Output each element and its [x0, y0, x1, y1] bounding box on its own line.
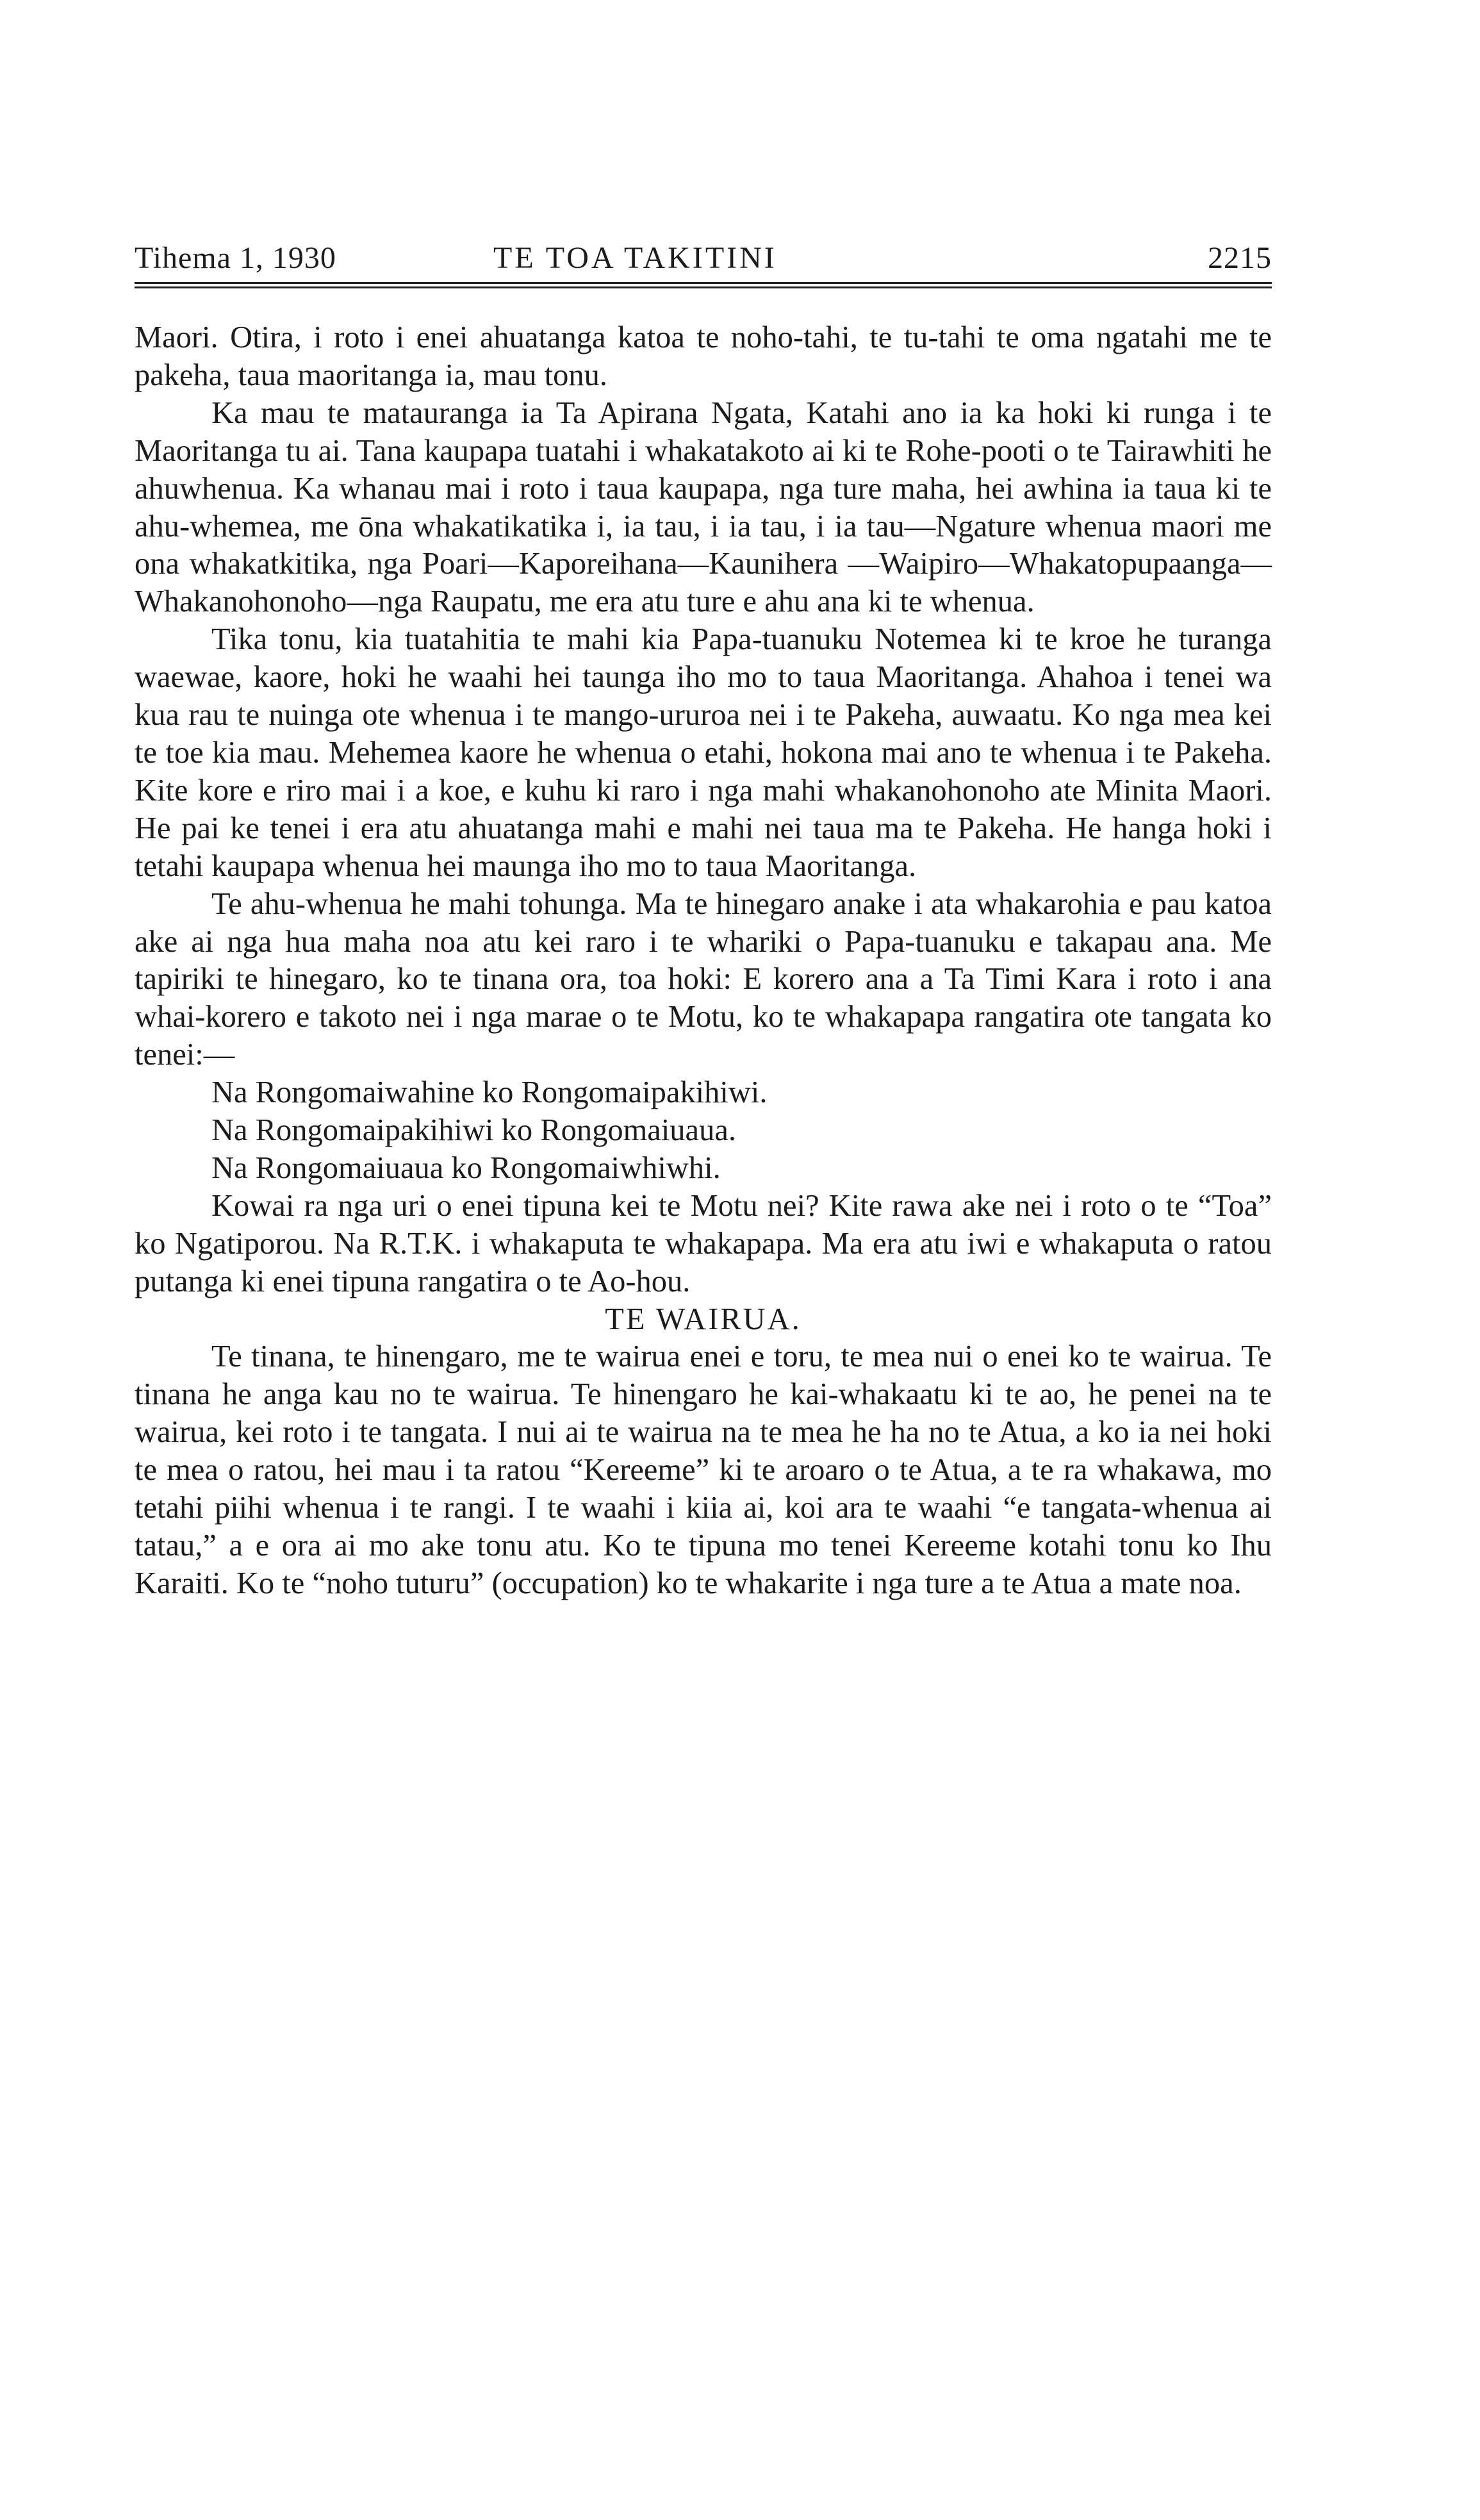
header-page-number: 2215 — [1208, 241, 1272, 275]
verse-line-2: Na Rongomaipakihiwi ko Rongomaiuaua. — [211, 1113, 736, 1148]
section-title: TE WAIRUA. — [605, 1302, 802, 1336]
article-body — [135, 319, 1272, 1603]
header-rule — [135, 282, 1272, 288]
paragraph-2: Ka mau te matauranga ia Ta Apirana Ngata, Katahi ano ia ka hoki ki runga i te Maoritanga tu ai. Tana kaupapa tuatahi i whakatakoto ai ki te Rohe-pooti o te Tairawhiti he ahuwhenua. Ka whanau mai i roto i taua kaupapa, nga ture maha, hei awhina ia taua ki te ahu-whemea, me ōna whakatikatika i, ia tau, i ia tau, i ia tau—Ngature whenua maori me ona whakatkitika, nga Poari—Kaporeihana—Kaunihera —Waipiro—Whakatopupaanga—Whakanohonoho—nga Raupatu, me era atu ture e ahu ana ki te whenua. — [135, 395, 1272, 619]
paragraph-3: Tika tonu, kia tuatahitia te mahi kia Papa-tuanuku Notemea ki te kroe he turanga waewae, kaore, hoki he waahi hei taunga iho mo to taua Maoritanga. Ahahoa i tenei wa kua rau te nuinga ote whenua i te mango-ururoa nei i te Pakeha, auwaatu. Ko nga mea kei te toe kia mau. Mehemea kaore he whenua o etahi, hokona mai ano te whenua i te Pakeha. Kite kore e riro mai i a koe, e kuhu ki raro i nga mahi whakanohonoho ate Minita Maori. He pai ke tenei i era atu ahuatanga mahi e mahi nei taua ma te Pakeha. He hanga hoki i tetahi kaupapa whenua hei maunga iho mo to taua Maoritanga. — [135, 622, 1272, 883]
page-header — [135, 231, 1272, 282]
header-date: Tihema 1, 1930 — [135, 241, 336, 275]
verse-line-1: Na Rongomaiwahine ko Rongomaipakihiwi. — [211, 1075, 768, 1110]
header-title: TE TOA TAKITINI — [493, 241, 777, 275]
paragraph-1: Maori. Otira, i roto i enei ahuatanga katoa te noho-tahi, te tu-tahi te oma ngatahi me te pakeha, taua maoritanga ia, mau tonu. — [135, 320, 1272, 392]
document-page — [135, 231, 1272, 1603]
paragraph-5: Kowai ra nga uri o enei tipuna kei te Motu nei? Kite rawa ake nei i roto o te “Toa” ko Ngatiporou. Na R.T.K. i whakaputa te whakapapa. Ma era atu iwi e whakaputa o ratou putanga ki enei tipuna rangatira o te Ao-hou. — [135, 1188, 1272, 1298]
verse-line-3: Na Rongomaiuaua ko Rongomaiwhiwhi. — [211, 1150, 721, 1185]
paragraph-6: Te tinana, te hinengaro, me te wairua enei e toru, te mea nui o enei ko te wairua. Te tinana he anga kau no te wairua. Te hinengaro he kai-whakaatu ki te ao, he penei na te wairua, kei roto i te tangata. I nui ai te wairua na te mea he ha no te Atua, a ko ia nei hoki te mea o ratou, hei mau i ta ratou “Kereeme” ki te aroaro o te Atua, a te ra whakawa, mo tetahi piihi whenua i te rangi. I te waahi i kiia ai, koi ara te waahi “e tangata-whenua ai tatau,” a e ora ai mo ake tonu atu. Ko te tipuna mo tenei Kereeme kotahi tonu ko Ihu Karaiti. Ko te “noho tuturu” (occupation) ko te whakarite i nga ture a te Atua a mate noa. — [135, 1339, 1272, 1600]
paragraph-4: Te ahu-whenua he mahi tohunga. Ma te hinegaro anake i ata whakarohia e pau katoa ake ai nga hua maha noa atu kei raro i te whariki o Papa-tuanuku e takapau ana. Me tapiriki te hinegaro, ko te tinana ora, toa hoki: E korero ana a Ta Timi Kara i roto i ana whai-korero e takoto nei i nga marae o te Motu, ko te whakapapa rangatira ote tangata ko tenei:— — [135, 886, 1272, 1072]
